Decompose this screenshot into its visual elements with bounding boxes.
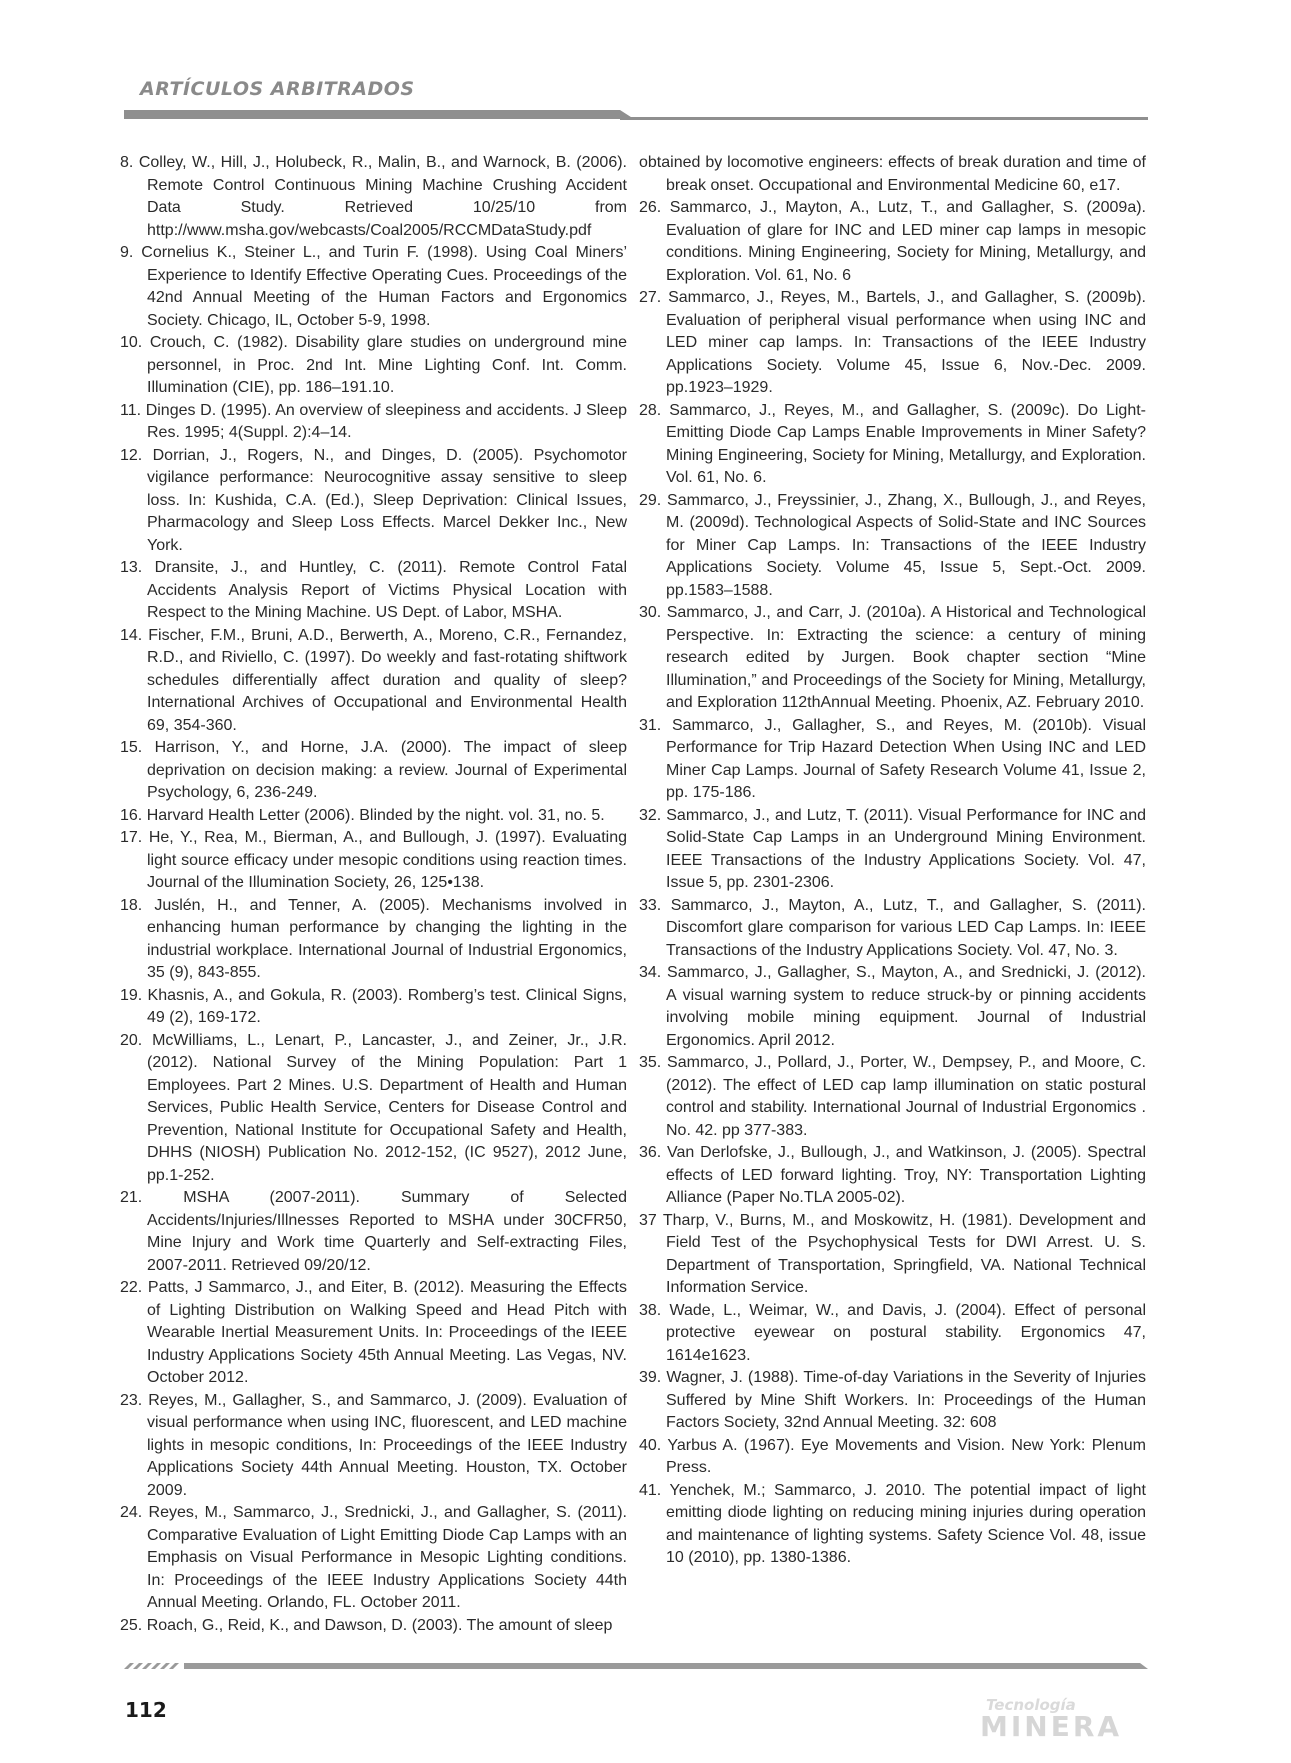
- reference-entry: 37 Tharp, V., Burns, M., and Moskowitz, H. (1981). Development and Field Test of the Psychophysical Tests for DWI Arrest. U. S. Department of Transportation, Springfield, VA. National Technical Information Service.: [639, 1211, 1146, 1296]
- reference-entry: 28. Sammarco, J., Reyes, M., and Gallagher, S. (2009c). Do Light-Emitting Diode Cap Lamps Enable Improvements in Miner Safety? Mining Engineering, Society for Mining, Metallurgy, and Exploration. Vol. 61, No. 6.: [639, 401, 1146, 486]
- reference-entry: 24. Reyes, M., Sammarco, J., Srednicki, J., and Gallagher, S. (2011). Comparative Evaluation of Light Emitting Diode Cap Lamps with an Emphasis on Visual Performance in Mesopic Lighting conditions. In: Proceedings of the IEEE Industry Applications Society 44th Annual Meeting. Orlando, FL. October 2011.: [120, 1504, 627, 1611]
- footer-rule-line: [184, 1663, 1148, 1669]
- reference-entry: 11. Dinges D. (1995). An overview of sleepiness and accidents. J Sleep Res. 1995; 4(Suppl. 2):4–14.: [120, 401, 627, 441]
- reference-entry: 19. Khasnis, A., and Gokula, R. (2003). Romberg’s test. Clinical Signs, 49 (2), 169-172.: [120, 986, 627, 1026]
- reference-entry: 29. Sammarco, J., Freyssinier, J., Zhang, X., Bullough, J., and Reyes, M. (2009d). Technological Aspects of Solid-State and INC Sources for Miner Cap Lamps. In: Transactions of the IEEE Industry Applications Society. Volume 45, Issue 5, Sept.-Oct. 2009. pp.1583–1588.: [639, 491, 1146, 599]
- references-left-column: [120, 152, 627, 1637]
- reference-entry: 31. Sammarco, J., Gallagher, S., and Reyes, M. (2010b). Visual Performance for Trip Hazard Detection When Using INC and LED Miner Cap Lamps. Journal of Safety Research Volume 41, Issue 2, pp. 175-186.: [639, 716, 1146, 801]
- reference-entry: 35. Sammarco, J., Pollard, J., Porter, W., Dempsey, P., and Moore, C. (2012). The effect of LED cap lamp illumination on static postural control and stability. International Journal of Industrial Ergonomics . No. 42. pp 377-383.: [639, 1054, 1146, 1139]
- reference-entry: 39. Wagner, J. (1988). Time-of-day Variations in the Severity of Injuries Suffered by Mine Shift Workers. In: Proceedings of the Human Factors Society, 32nd Annual Meeting. 32: 608: [639, 1369, 1146, 1431]
- header-rule-line: [620, 117, 1148, 120]
- reference-entry: 18. Juslén, H., and Tenner, A. (2005). Mechanisms involved in enhancing human performance by changing the lighting in the industrial workplace. International Journal of Industrial Ergonomics, 35 (9), 843-855.: [120, 896, 627, 981]
- reference-entry: 9. Cornelius K., Steiner L., and Turin F. (1998). Using Coal Miners’ Experience to Identify Effective Operating Cues. Proceedings of the 42nd Annual Meeting of the Human Factors and Ergonomics Society. Chicago, IL, October 5-9, 1998.: [120, 244, 627, 329]
- reference-entry: 40. Yarbus A. (1967). Eye Movements and Vision. New York: Plenum Press.: [639, 1436, 1146, 1476]
- reference-entry: 27. Sammarco, J., Reyes, M., Bartels, J., and Gallagher, S. (2009b). Evaluation of peripheral visual performance when using INC and LED miner cap lamps. In: Transactions of the IEEE Industry Applications Society. Volume 45, Issue 6, Nov.-Dec. 2009. pp.1923–1929.: [639, 289, 1146, 396]
- reference-entry: 16. Harvard Health Letter (2006). Blinded by the night. vol. 31, no. 5.: [120, 806, 605, 824]
- reference-entry: 10. Crouch, C. (1982). Disability glare studies on underground mine personnel, in Proc. 2nd Int. Mine Lighting Conf. Int. Comm. Illumination (CIE), pp. 186–191.10.: [120, 334, 627, 396]
- reference-entry: 22. Patts, J Sammarco, J., and Eiter, B. (2012). Measuring the Effects of Lighting Distribution on Walking Speed and Head Pitch with Wearable Inertial Measurement Units. In: Proceedings of the IEEE Industry Applications Society 45th Annual Meeting. Las Vegas, NV. October 2012.: [120, 1279, 627, 1386]
- references-right-column: [639, 152, 1146, 1637]
- reference-entry: 13. Dransite, J., and Huntley, C. (2011). Remote Control Fatal Accidents Analysis Report of Victims Physical Location with Respect to the Mining Machine. US Dept. of Labor, MSHA.: [120, 559, 627, 621]
- reference-entry: 41. Yenchek, M.; Sammarco, J. 2010. The potential impact of light emitting diode lighting on reducing mining injuries during operation and maintenance of lighting systems. Safety Science Vol. 48, issue 10 (2010), pp. 1380-1386.: [639, 1481, 1146, 1566]
- reference-entry: 33. Sammarco, J., Mayton, A., Lutz, T., and Gallagher, S. (2011). Discomfort glare comparison for various LED Cap Lamps. In: IEEE Transactions of the Industry Applications Society. Vol. 47, No. 3.: [639, 896, 1146, 959]
- section-label: ARTÍCULOS ARBITRADOS: [140, 78, 415, 100]
- page-number: 112: [125, 1698, 167, 1722]
- reference-entry: 32. Sammarco, J., and Lutz, T. (2011). Visual Performance for INC and Solid-State Cap Lamps in an Underground Mining Environment. IEEE Transactions of the Industry Applications Society. Vol. 47, Issue 5, pp. 2301-2306.: [639, 806, 1146, 891]
- header-tab-shape: [124, 110, 634, 119]
- reference-entry: 12. Dorrian, J., Rogers, N., and Dinges, D. (2005). Psychomotor vigilance performance: Neurocognitive assay sensitive to sleep loss. In: Kushida, C.A. (Ed.), Sleep Deprivation: Clinical Issues, Pharmacology and Sleep Loss Effects. Marcel Dekker Inc., New York.: [120, 446, 627, 554]
- header-rule: [124, 108, 1148, 124]
- reference-entry: 30. Sammarco, J., and Carr, J. (2010a). A Historical and Technological Perspective. In: Extracting the science: a century of mining research edited by Jurgen. Book chapter section “Mine Illumination,” and Proceedings of the Society for Mining, Metallurgy, and Exploration 112thAnnual Meeting. Phoenix, AZ. February 2010.: [639, 604, 1146, 711]
- reference-entry: 8. Colley, W., Hill, J., Holubeck, R., Malin, B., and Warnock, B. (2006). Remote Control Continuous Mining Machine Crushing Accident Data Study. Retrieved 10/25/10 from http://www.msha.gov/webcasts/Coal2005/RCCMDataStudy.pdf: [120, 154, 627, 239]
- reference-entry: 21. MSHA (2007-2011). Summary of Selected Accidents/Injuries/Illnesses Reported to MSHA under 30CFR50, Mine Injury and Work time Quarterly and Self-extracting Files, 2007-2011. Retrieved 09/20/12.: [120, 1189, 627, 1274]
- reference-entry: 36. Van Derlofske, J., Bullough, J., and Watkinson, J. (2005). Spectral effects of LED forward lighting. Troy, NY: Transportation Lighting Alliance (Paper No.TLA 2005-02).: [639, 1144, 1146, 1206]
- logo-top-text: Tecnología: [986, 1696, 1076, 1714]
- footer-rule: [124, 1661, 1148, 1673]
- reference-entry: 38. Wade, L., Weimar, W., and Davis, J. (2004). Effect of personal protective eyewear on postural stability. Ergonomics 47, 1614e1623.: [639, 1301, 1146, 1364]
- reference-entry: 14. Fischer, F.M., Bruni, A.D., Berwerth, A., Moreno, C.R., Fernandez, R.D., and Riviello, C. (1997). Do weekly and fast-rotating shiftwork schedules differentially affect duration and quality of sleep? International Archives of Occupational and Environmental Health 69, 354-360.: [120, 626, 627, 734]
- reference-entry: 23. Reyes, M., Gallagher, S., and Sammarco, J. (2009). Evaluation of visual performance when using INC, fluorescent, and LED machine lights in mesopic conditions, In: Proceedings of the IEEE Industry Applications Society 44th Annual Meeting. Houston, TX. October 2009.: [120, 1391, 627, 1499]
- reference-entry: 20. McWilliams, L., Lenart, P., Lancaster, J., and Zeiner, Jr., J.R. (2012). National Survey of the Mining Population: Part 1 Employees. Part 2 Mines. U.S. Department of Health and Human Services, Public Health Service, Centers for Disease Control and Prevention, National Institute for Occupational Safety and Health, DHHS (NIOSH) Publication No. 2012-152, (IC 9527), 2012 June, pp.1-252.: [120, 1031, 627, 1184]
- reference-entry: 17. He, Y., Rea, M., Bierman, A., and Bullough, J. (1997). Evaluating light source efficacy under mesopic conditions using reaction times. Journal of the Illumination Society, 26, 125•138.: [120, 829, 627, 891]
- reference-entry: 26. Sammarco, J., Mayton, A., Lutz, T., and Gallagher, S. (2009a). Evaluation of glare for INC and LED miner cap lamps in mesopic conditions. Mining Engineering, Society for Mining, Metallurgy, and Exploration. Vol. 61, No. 6: [639, 199, 1146, 284]
- publication-logo: [980, 1696, 1150, 1746]
- reference-entry: 25. Roach, G., Reid, K., and Dawson, D. (2003). The amount of sleep: [120, 1616, 613, 1634]
- reference-entry: obtained by locomotive engineers: effects of break duration and time of break onset. Occupational and Environmental Medicine 60, e17.: [639, 154, 1146, 194]
- reference-entry: 34. Sammarco, J., Gallagher, S., Mayton, A., and Srednicki, J. (2012). A visual warning system to reduce struck-by or pinning accidents involving mobile mining equipment. Journal of Industrial Ergonomics. April 2012.: [639, 964, 1146, 1049]
- reference-entry: 15. Harrison, Y., and Horne, J.A. (2000). The impact of sleep deprivation on decision making: a review. Journal of Experimental Psychology, 6, 236-249.: [120, 739, 627, 801]
- references-columns: [120, 152, 1146, 1637]
- footer-hatch: [124, 1663, 179, 1669]
- logo-bottom-text: MINERA: [980, 1710, 1123, 1743]
